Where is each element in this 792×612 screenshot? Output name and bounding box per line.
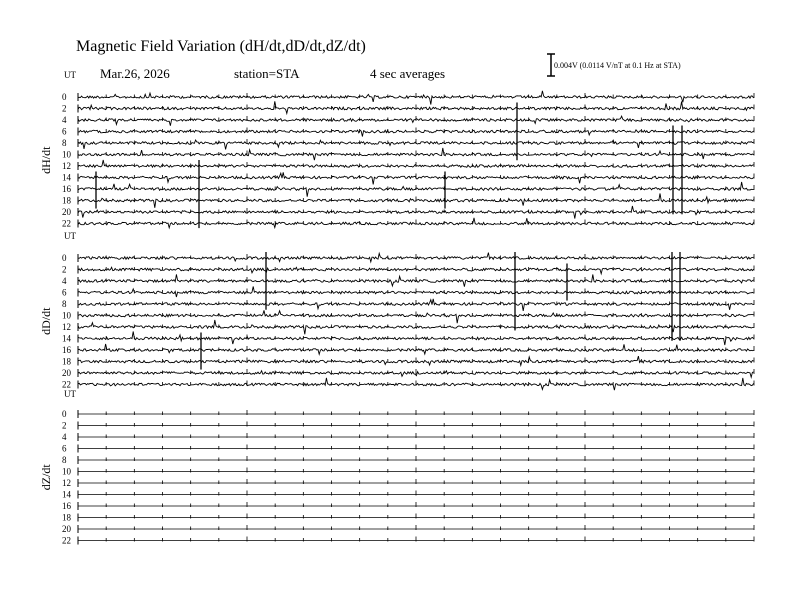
row-hour-label: 14	[62, 333, 71, 344]
chart-title: Magnetic Field Variation (dH/dt,dD/dt,dZ/dt)	[76, 38, 366, 55]
row-hour-label: 20	[62, 524, 71, 534]
panel-label: dH/dt	[39, 146, 53, 174]
row-hour-label: 20	[62, 207, 71, 217]
row-hour-label: 18	[62, 512, 71, 523]
row-hour-label: 16	[62, 345, 71, 355]
averaging-label: 4 sec averages	[370, 66, 446, 81]
ut-axis-label: UT	[64, 389, 76, 399]
row-hour-label: 22	[62, 379, 71, 390]
panel-label: dZ/dt	[39, 464, 53, 491]
row-hour-label: 16	[62, 184, 71, 194]
scale-bar	[547, 54, 555, 76]
row-hour-label: 0	[62, 253, 67, 263]
row-hour-label: 12	[62, 322, 71, 332]
panel-label: dD/dt	[39, 307, 53, 335]
row-hour-label: 18	[62, 195, 71, 206]
row-hour-label: 10	[62, 466, 71, 477]
station-label: station=STA	[234, 66, 300, 81]
row-hour-label: 6	[62, 287, 67, 298]
row-hour-label: 0	[62, 92, 67, 102]
hour-ticks	[78, 381, 754, 389]
row-hour-label: 18	[62, 356, 71, 367]
ut-axis-label: UT	[64, 70, 76, 80]
row-hour-label: 2	[62, 103, 67, 114]
row-hour-label: 2	[62, 264, 67, 275]
row-hour-label: 6	[62, 443, 67, 454]
ut-axis-label: UT	[64, 231, 76, 241]
row-hour-label: 8	[62, 455, 67, 465]
hour-ticks	[78, 105, 754, 113]
row-hour-label: 0	[62, 409, 67, 419]
row-hour-label: 4	[62, 115, 67, 125]
row-hour-label: 22	[62, 535, 71, 546]
row-hour-label: 4	[62, 432, 67, 442]
row-hour-label: 22	[62, 218, 71, 229]
row-hour-label: 16	[62, 501, 71, 511]
row-hour-label: 8	[62, 138, 67, 148]
row-hour-label: 14	[62, 172, 71, 183]
scale-bar-label: 0.004V (0.0114 V/nT at 0.1 Hz at STA)	[554, 61, 681, 70]
panel-dddt	[39, 231, 754, 390]
date-label: Mar.26, 2026	[100, 66, 170, 81]
row-hour-label: 20	[62, 368, 71, 378]
row-hour-label: 14	[62, 489, 71, 500]
row-hour-label: 12	[62, 478, 71, 488]
panel-dhdt	[39, 70, 754, 229]
row-hour-label: 10	[62, 310, 71, 321]
row-hour-label: 12	[62, 161, 71, 171]
panel-dzdt	[39, 389, 754, 546]
row-hour-label: 2	[62, 420, 67, 431]
row-hour-label: 10	[62, 149, 71, 160]
row-hour-label: 4	[62, 276, 67, 286]
row-hour-label: 8	[62, 299, 67, 309]
row-hour-label: 6	[62, 126, 67, 137]
